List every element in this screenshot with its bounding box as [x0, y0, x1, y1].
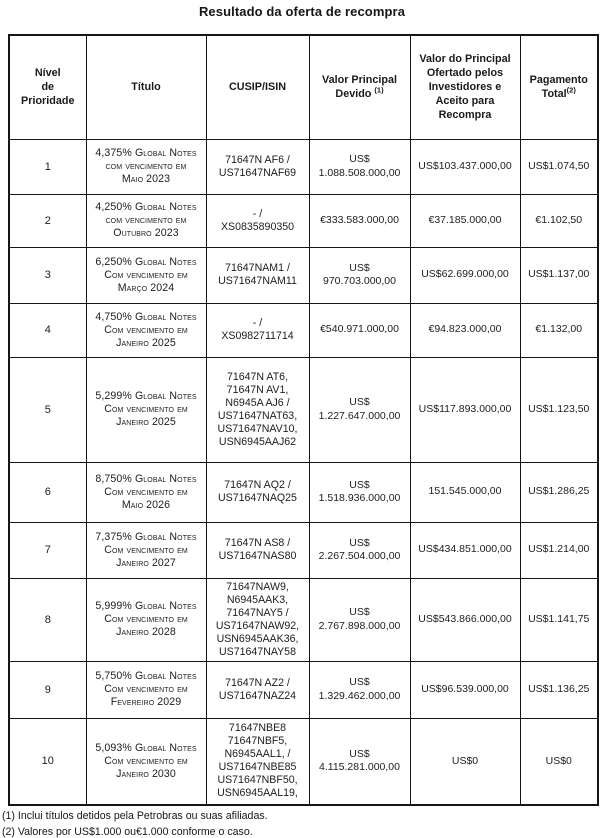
table-header — [9, 35, 598, 139]
table-row — [9, 522, 598, 578]
cell-valor-principal-devido: €540.971.000,00 — [309, 303, 410, 357]
cell-cusip-isin: 71647NAW9, N6945AAK3, 71647NAY5 / US71647NAW92, USN6945AAK36, US71647NAY58 — [206, 578, 309, 661]
cell-valor-ofertado-aceito: US$96.539.000,00 — [410, 661, 520, 718]
cell-titulo: 4,375% Global Notes com vencimento em Maio 2023 — [86, 139, 206, 194]
table-row — [9, 357, 598, 462]
cell-titulo: 4,750% Global Notes Com vencimento em Janeiro 2025 — [86, 303, 206, 357]
cell-cusip-isin: 71647NBE8 71647NBF5, N6945AAL1, / US71647NBE85 US71647NBF50, USN6945AAL19, — [206, 718, 309, 805]
cell-pagamento-total: €1.102,50 — [520, 194, 598, 247]
table-row — [9, 718, 598, 805]
cell-cusip-isin: 71647N AZ2 / US71647NAZ24 — [206, 661, 309, 718]
cell-priority-level: 8 — [9, 578, 86, 661]
col-header-titulo: Título — [86, 35, 206, 139]
cell-priority-level: 9 — [9, 661, 86, 718]
col-header-cusip-isin: CUSIP/ISIN — [206, 35, 309, 139]
cell-valor-principal-devido: US$ 1.088.508.000,00 — [309, 139, 410, 194]
cell-priority-level: 5 — [9, 357, 86, 462]
footnotes — [2, 809, 604, 838]
cell-pagamento-total: US$1.141,75 — [520, 578, 598, 661]
cell-valor-ofertado-aceito: 151.545.000,00 — [410, 462, 520, 522]
cell-cusip-isin: - / XS0982711714 — [206, 303, 309, 357]
table-row — [9, 139, 598, 194]
cell-titulo: 5,093% Global Notes Com vencimento em Janeiro 2030 — [86, 718, 206, 805]
footnote-2: (2) Valores por US$1.000 ou€1.000 conforme o caso. — [2, 825, 253, 838]
col-header-pagamento-total — [520, 35, 598, 139]
cell-valor-principal-devido: US$ 2.267.504.000,00 — [309, 522, 410, 578]
table-row — [9, 462, 598, 522]
table-row — [9, 661, 598, 718]
cell-titulo: 5,299% Global Notes Com vencimento em Janeiro 2025 — [86, 357, 206, 462]
table-row — [9, 194, 598, 247]
cell-valor-ofertado-aceito: US$117.893.000,00 — [410, 357, 520, 462]
cell-pagamento-total: US$1.137,00 — [520, 247, 598, 303]
cell-pagamento-total: US$1.136,25 — [520, 661, 598, 718]
cell-pagamento-total: US$1.123,50 — [520, 357, 598, 462]
cell-cusip-isin: 71647N AT6, 71647N AV1, N6945A AJ6 / US71647NAT63, US71647NAV10, USN6945AAJ62 — [206, 357, 309, 462]
cell-titulo: 5,999% Global Notes Com vencimento em Janeiro 2028 — [86, 578, 206, 661]
footnote-1: (1) Inclui títulos detidos pela Petrobras ou suas afiliadas. — [2, 810, 268, 822]
cell-cusip-isin: 71647N AS8 / US71647NAS80 — [206, 522, 309, 578]
col-header-valor-ofertado-aceito: Valor do Principal Ofertado pelos Investidores e Aceito para Recompra — [410, 35, 520, 139]
cell-valor-ofertado-aceito: US$103.437.000,00 — [410, 139, 520, 194]
cell-priority-level: 7 — [9, 522, 86, 578]
cell-priority-level: 4 — [9, 303, 86, 357]
cell-priority-level: 10 — [9, 718, 86, 805]
footnote-marker-2: (2) — [566, 85, 576, 95]
footnote-marker-1: (1) — [374, 85, 384, 95]
col-header-valor-principal-devido — [309, 35, 410, 139]
cell-valor-principal-devido: US$ 4.115.281.000,00 — [309, 718, 410, 805]
cell-valor-ofertado-aceito: €94.823.000,00 — [410, 303, 520, 357]
cell-valor-principal-devido: US$ 1.227.647.000,00 — [309, 357, 410, 462]
table-row — [9, 247, 598, 303]
cell-valor-principal-devido: US$ 2.767.898.000,00 — [309, 578, 410, 661]
cell-valor-principal-devido: US$ 1.329.462.000,00 — [309, 661, 410, 718]
cell-valor-principal-devido: US$ 1.518.936.000,00 — [309, 462, 410, 522]
header-text: Valor Principal Devido — [321, 74, 397, 101]
cell-pagamento-total: US$1.074,50 — [520, 139, 598, 194]
cell-pagamento-total: US$1.286,25 — [520, 462, 598, 522]
col-header-priority-level: Nível de Prioridade — [9, 35, 86, 139]
cell-priority-level: 3 — [9, 247, 86, 303]
table-row — [9, 578, 598, 661]
cell-valor-ofertado-aceito: US$434.851.000,00 — [410, 522, 520, 578]
table-body — [9, 139, 598, 805]
cell-titulo: 6,250% Global Notes Com vencimento em Março 2024 — [86, 247, 206, 303]
cell-priority-level: 2 — [9, 194, 86, 247]
cell-valor-ofertado-aceito: US$543.866.000,00 — [410, 578, 520, 661]
cell-valor-ofertado-aceito: US$0 — [410, 718, 520, 805]
cell-valor-ofertado-aceito: US$62.699.000,00 — [410, 247, 520, 303]
cell-titulo: 7,375% Global Notes Com vencimento em Janeiro 2027 — [86, 522, 206, 578]
cell-pagamento-total: US$0 — [520, 718, 598, 805]
cell-cusip-isin: 71647NAM1 / US71647NAM11 — [206, 247, 309, 303]
cell-valor-principal-devido: US$ 970.703.000,00 — [309, 247, 410, 303]
cell-pagamento-total: US$1.214,00 — [520, 522, 598, 578]
repurchase-results-table — [8, 34, 599, 806]
cell-titulo: 8,750% Global Notes Com vencimento em Maio 2026 — [86, 462, 206, 522]
cell-priority-level: 6 — [9, 462, 86, 522]
cell-cusip-isin: - / XS0835890350 — [206, 194, 309, 247]
header-text: Pagamento Total — [529, 74, 588, 101]
cell-valor-ofertado-aceito: €37.185.000,00 — [410, 194, 520, 247]
cell-titulo: 5,750% Global Notes Com vencimento em Fevereiro 2029 — [86, 661, 206, 718]
cell-cusip-isin: 71647N AF6 / US71647NAF69 — [206, 139, 309, 194]
cell-titulo: 4,250% Global Notes com vencimento em Outubro 2023 — [86, 194, 206, 247]
cell-priority-level: 1 — [9, 139, 86, 194]
page-title: Resultado da oferta de recompra — [198, 4, 406, 19]
cell-cusip-isin: 71647N AQ2 / US71647NAQ25 — [206, 462, 309, 522]
header-row — [9, 35, 598, 139]
cell-pagamento-total: €1.132,00 — [520, 303, 598, 357]
table-row — [9, 303, 598, 357]
cell-valor-principal-devido: €333.583.000,00 — [309, 194, 410, 247]
